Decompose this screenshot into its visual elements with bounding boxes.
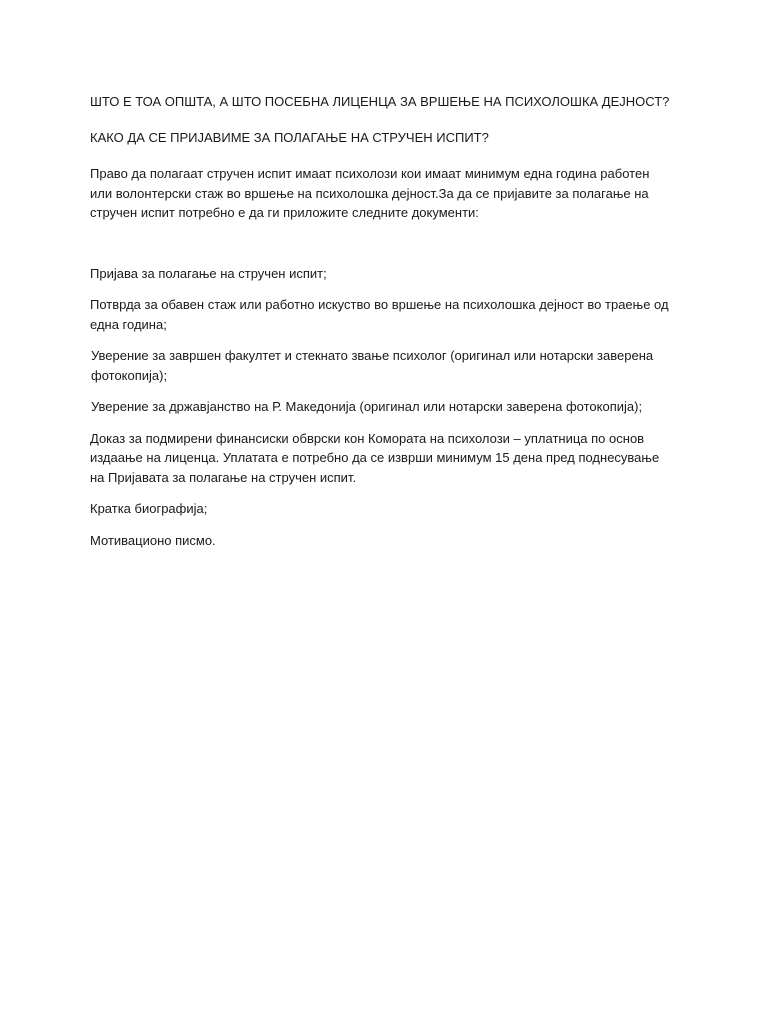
- document-body: [90, 92, 670, 562]
- list-item-motivation-letter: Мотивационо писмо.: [90, 532, 216, 548]
- list-item-citizenship-certificate: Уверение за државјанство на Р. Македонија (оригинал или нотарски заверена фотокопија);: [91, 399, 643, 414]
- list-item-payment-proof: Доказ за подмирени финансиски обврски кон Комората на психолози – уплатница по основ издаање на лиценца. Уплатата е потребно да се изврши минимум 15 дена пред поднесување на Пријавата за полагање на стручен испит.: [90, 430, 660, 485]
- heading-license-types: ШТО Е ТОА ОПШТА, А ШТО ПОСЕБНА ЛИЦЕНЦА ЗА ВРШЕЊЕ НА ПСИХОЛОШКА ДЕЈНОСТ?: [90, 94, 670, 109]
- list-item-experience-confirmation: Потврда за обавен стаж или работно искуство во вршење на психолошка дејност во траење од една година;: [90, 297, 669, 332]
- list-item-degree-certificate: Уверение за завршен факултет и стекнато звање психолог (оригинал или нотарски заверена фотокопија);: [91, 348, 654, 383]
- list-item-biography: Кратка биографија;: [90, 501, 208, 516]
- intro-paragraph: Право да полагаат стручен испит имаат психолози кои имаат минимум една година работен или волонтерски стаж во вршење на психолошка дејност.За да се пријавите за полагање на стручен испит потребно е да ги приложите следните документи:: [90, 166, 650, 220]
- heading-exam-registration: КАКО ДА СЕ ПРИЈАВИМЕ ЗА ПОЛАГАЊЕ НА СТРУЧЕН ИСПИТ?: [90, 129, 489, 145]
- list-item-application: Пријава за полагање на стручен испит;: [90, 265, 327, 281]
